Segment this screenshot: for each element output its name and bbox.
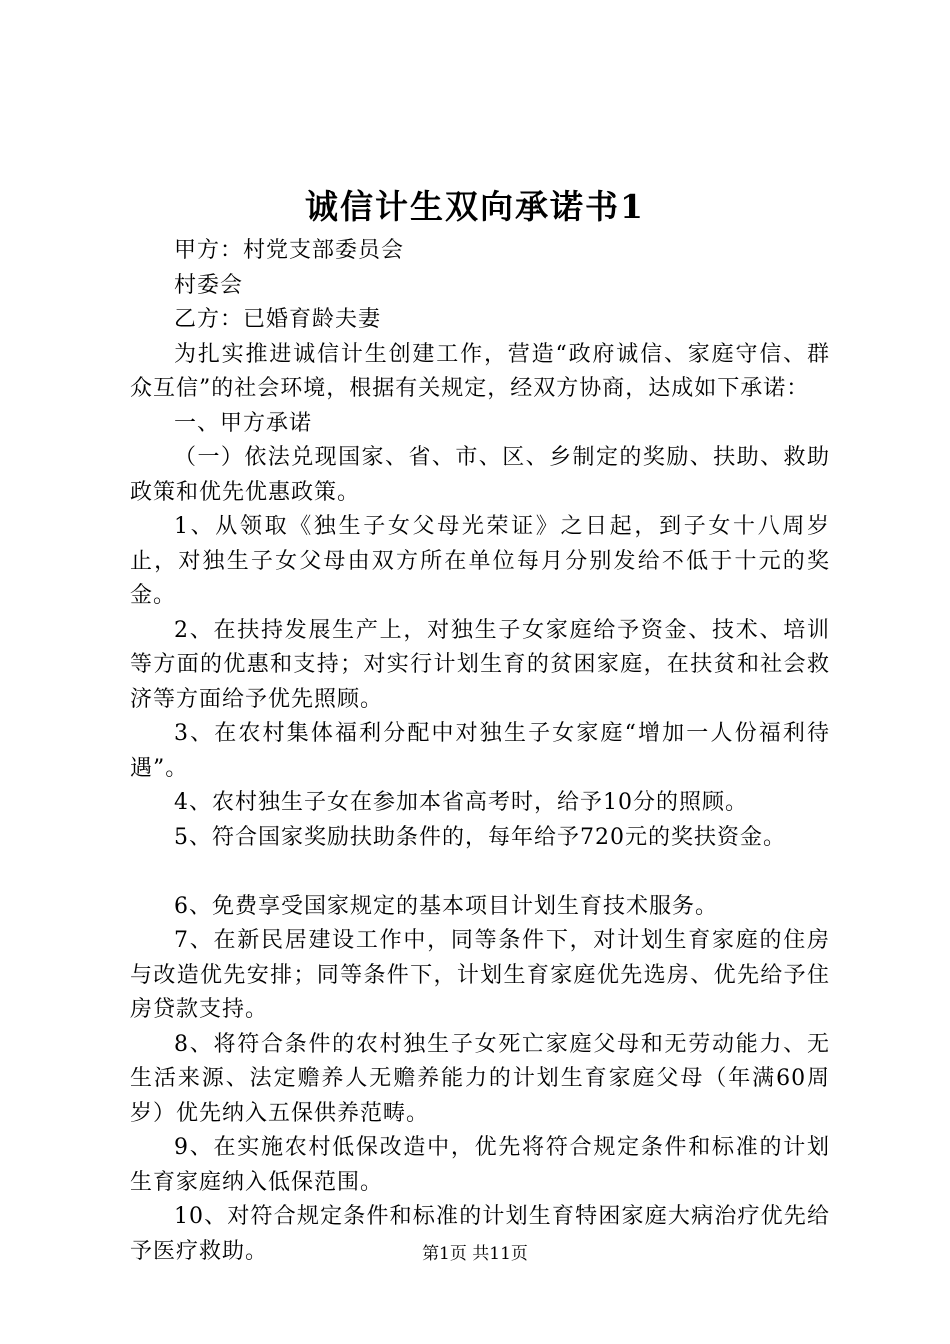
item-paragraph-9: 9、在实施农村低保改造中，优先将符合规定条件和标准的计划生育家庭纳入低保范围。 xyxy=(130,1135,830,1195)
item-paragraph-4: 4、农村独生子女在参加本省高考时，给予10分的照顾。 xyxy=(174,790,748,815)
item-paragraph-5: 5、符合国家奖励扶助条件的，每年给予720元的奖扶资金。 xyxy=(174,824,786,850)
item-paragraph-1: 1、从领取《独生子女父母光荣证》之日起，到子女十八周岁止，对独生子女父母由双方所在单位每月分别发给不低于十元的奖金。 xyxy=(130,514,830,608)
document-body xyxy=(130,234,830,1269)
item-paragraph-2: 2、在扶持发展生产上，对独生子女家庭给予资金、技术、培训等方面的优惠和支持；对实行计划生育的贫困家庭，在扶贫和社会救济等方面给予优先照顾。 xyxy=(130,617,830,712)
item-paragraph-7: 7、在新民居建设工作中，同等条件下，对计划生育家庭的住房与改造优先安排；同等条件下，计划生育家庭优先选房、优先给予住房贷款支持。 xyxy=(130,928,830,1022)
blank-line xyxy=(130,855,830,890)
subsection-paragraph: （一）依法兑现国家、省、市、区、乡制定的奖励、扶助、救助政策和优先优惠政策。 xyxy=(130,445,830,505)
party-b-line: 乙方：已婚育龄夫妻 xyxy=(174,307,382,332)
page-number-footer: 第1页 共11页 xyxy=(422,1244,528,1264)
item-paragraph-10: 10、对符合规定条件和标准的计划生育特困家庭大病治疗优先给予医疗救助。 xyxy=(130,1204,830,1264)
party-a-line: 甲方：村党支部委员会 xyxy=(174,238,405,263)
item-paragraph-8: 8、将符合条件的农村独生子女死亡家庭父母和无劳动能力、无生活来源、法定赡养人无赡养能力的计划生育家庭父母（年满60周岁）优先纳入五保供养范畴。 xyxy=(130,1031,830,1126)
item-paragraph-6: 6、免费享受国家规定的基本项目计划生育技术服务。 xyxy=(174,893,718,919)
party-a-line-2: 村委会 xyxy=(174,272,244,298)
section-heading: 一、甲方承诺 xyxy=(174,410,313,436)
item-paragraph-3: 3、在农村集体福利分配中对独生子女家庭“增加一人份福利待遇”。 xyxy=(130,721,830,781)
intro-paragraph: 为扎实推进诚信计生创建工作，营造“政府诚信、家庭守信、群众互信”的社会环境，根据有关规定，经双方协商，达成如下承诺： xyxy=(130,341,830,401)
document-title: 诚信计生双向承诺书1 xyxy=(305,187,645,226)
